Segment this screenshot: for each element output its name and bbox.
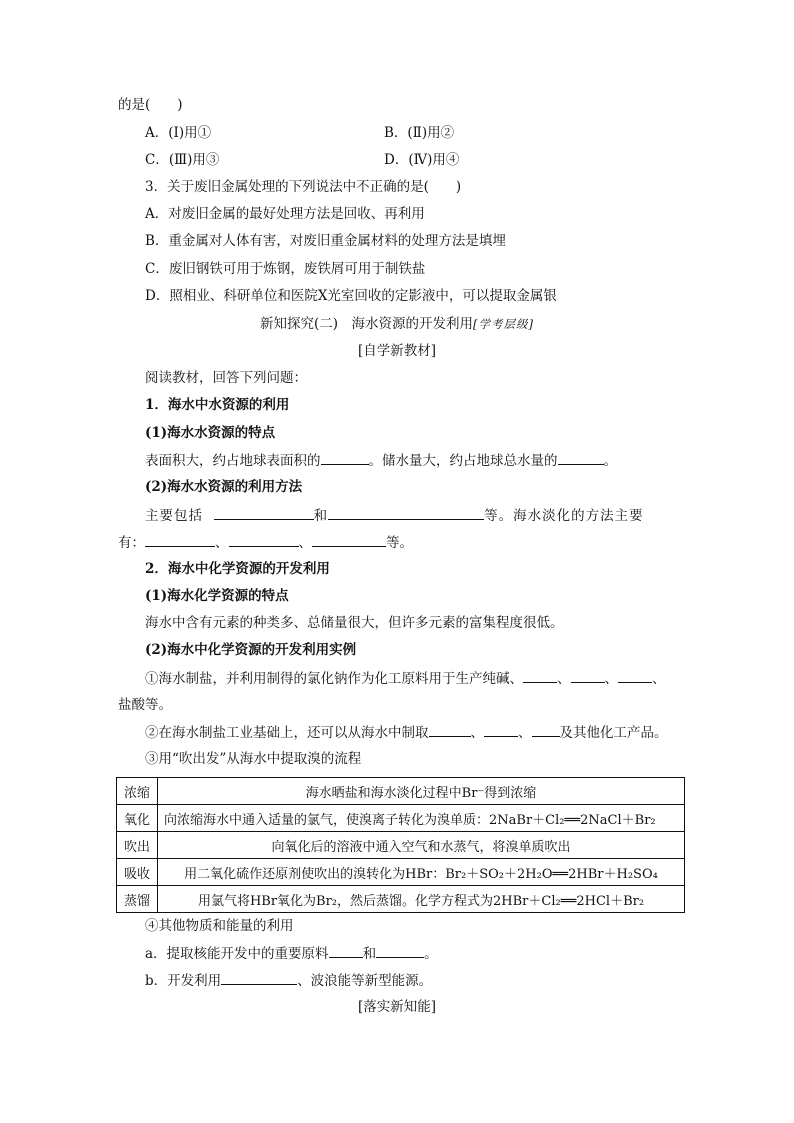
text-segment: b．开发利用: [145, 973, 222, 989]
text-segment: 。: [424, 946, 438, 962]
text-segment: 。: [603, 453, 617, 469]
description-cell: 向氧化后的溶液中通入空气和水蒸气，将溴单质吹出: [158, 832, 685, 859]
answer-blank[interactable]: [214, 506, 314, 520]
part1-sub2: (2)海水水资源的利用方法: [145, 479, 303, 495]
part1-line3: [118, 533, 413, 552]
intro-text: 阅读教材，回答下列问题：: [145, 370, 307, 386]
answer-blank[interactable]: [229, 533, 299, 547]
step-cell: 浓缩: [117, 778, 158, 805]
part2-sub1: (1)海水化学资源的特点: [145, 588, 289, 604]
text-segment: 主要包括: [145, 508, 203, 524]
step-cell: 氧化: [117, 805, 158, 832]
self-study-label: [自学新教材]: [357, 343, 437, 359]
description-cell: 用二氧化硫作还原剂使吹出的溴转化为HBr：Br₂＋SO₂＋2H₂O══2HBr＋H₂SO₄: [158, 859, 685, 886]
part2-item2: [145, 723, 668, 742]
part2-item4b: [145, 971, 432, 990]
separator: 、: [518, 725, 532, 741]
part2-item3: ③用“吹出发”从海水中提取溴的流程: [145, 751, 362, 767]
level-tag: [学考层级]: [473, 317, 535, 331]
separator: 、: [470, 725, 484, 741]
answer-blank[interactable]: [145, 533, 215, 547]
answer-blank[interactable]: [329, 944, 363, 958]
part2-item1-cont: 盐酸等。: [118, 697, 172, 713]
answer-blank[interactable]: [429, 723, 471, 737]
part2-desc: 海水中含有元素的种类多、总储量很大，但许多元素的富集程度很低。: [145, 615, 564, 631]
q3-stem: 3．关于废旧金属处理的下列说法中不正确的是( ): [145, 179, 462, 195]
part2-item4a: [145, 944, 438, 963]
text-segment: 等。: [386, 535, 413, 551]
part1-sub1: (1)海水水资源的特点: [145, 425, 276, 441]
part2-sub2: (2)海水中化学资源的开发利用实例: [145, 642, 357, 658]
text-segment: 和: [362, 946, 377, 962]
table-row: [117, 832, 685, 859]
q2-option-c: C．(Ⅲ)用③: [145, 152, 220, 168]
answer-blank[interactable]: [376, 944, 424, 958]
table-row: [117, 778, 685, 805]
answer-blank[interactable]: [523, 669, 557, 683]
text-segment: ②在海水制盐工业基础上，还可以从海水中制取: [145, 725, 429, 741]
step-cell: 蒸馏: [117, 886, 158, 913]
practice-label: [落实新知能]: [357, 999, 437, 1015]
q2-option-b: B．(Ⅱ)用②: [384, 125, 455, 141]
text-segment: 等。海水淡化的方法主要: [484, 508, 644, 524]
part2-item4: ④其他物质和能量的利用: [145, 918, 294, 934]
part2-item1: [145, 669, 666, 688]
q3-option-b: B．重金属对人体有害，对废旧重金属材料的处理方法是填埋: [145, 233, 506, 249]
q2-option-d: D．(Ⅳ)用④: [384, 152, 460, 168]
answer-blank[interactable]: [484, 723, 518, 737]
section-title: [0, 315, 794, 333]
separator: 、: [557, 671, 571, 687]
description-cell: 用氯气将HBr氧化为Br₂，然后蒸馏。化学方程式为2HBr＋Cl₂══2HCl＋Br₂: [158, 886, 685, 913]
separator: 、: [604, 671, 618, 687]
answer-blank[interactable]: [532, 723, 560, 737]
separator: 、: [298, 535, 312, 551]
separator: 、: [652, 671, 666, 687]
part1-line1: [145, 451, 617, 470]
answer-blank[interactable]: [618, 669, 652, 683]
text-segment: 有：: [118, 535, 145, 551]
text-segment: a．提取核能开发中的重要原料: [145, 946, 329, 962]
table-row: [117, 886, 685, 913]
step-cell: 吹出: [117, 832, 158, 859]
q3-option-d: D．照相业、科研单位和医院X光室回收的定影液中，可以提取金属银: [145, 288, 557, 304]
q2-option-a: A．(Ⅰ)用①: [145, 125, 212, 141]
answer-blank[interactable]: [571, 669, 605, 683]
bromine-process-table: [116, 777, 685, 913]
separator: 、: [215, 535, 229, 551]
table-row: [117, 805, 685, 832]
answer-blank[interactable]: [558, 451, 604, 465]
answer-blank[interactable]: [321, 451, 369, 465]
q3-option-c: C．废旧钢铁可用于炼钢，废铁屑可用于制铁盐: [145, 261, 426, 277]
text-segment: 。储水量大，约占地球总水量的: [368, 453, 558, 469]
section-title-text: 新知探究(二) 海水资源的开发利用: [259, 316, 474, 332]
part1-heading: 1．海水中水资源的利用: [145, 397, 290, 413]
q3-option-a: A．对废旧金属的最好处理方法是回收、再利用: [145, 206, 425, 222]
part2-heading: 2．海水中化学资源的开发利用: [145, 561, 330, 577]
text-segment: 及其他化工产品。: [559, 725, 668, 741]
description-cell: 海水晒盐和海水淡化过程中Br⁻得到浓缩: [158, 778, 685, 805]
answer-blank[interactable]: [328, 506, 484, 520]
answer-blank[interactable]: [312, 533, 386, 547]
text-segment: 和: [313, 508, 329, 524]
step-cell: 吸收: [117, 859, 158, 886]
text-segment: 表面积大，约占地球表面积的: [145, 453, 321, 469]
table-row: [117, 859, 685, 886]
text-segment: ①海水制盐，并利用制得的氯化钠作为化工原料用于生产纯碱、: [145, 671, 523, 687]
part1-line2: [145, 506, 644, 525]
q2-stem-tail: 的是( ): [118, 97, 183, 113]
answer-blank[interactable]: [221, 971, 297, 985]
description-cell: 向浓缩海水中通入适量的氯气，使溴离子转化为溴单质：2NaBr＋Cl₂══2NaCl＋Br₂: [158, 805, 685, 832]
text-segment: 、波浪能等新型能源。: [297, 973, 433, 989]
